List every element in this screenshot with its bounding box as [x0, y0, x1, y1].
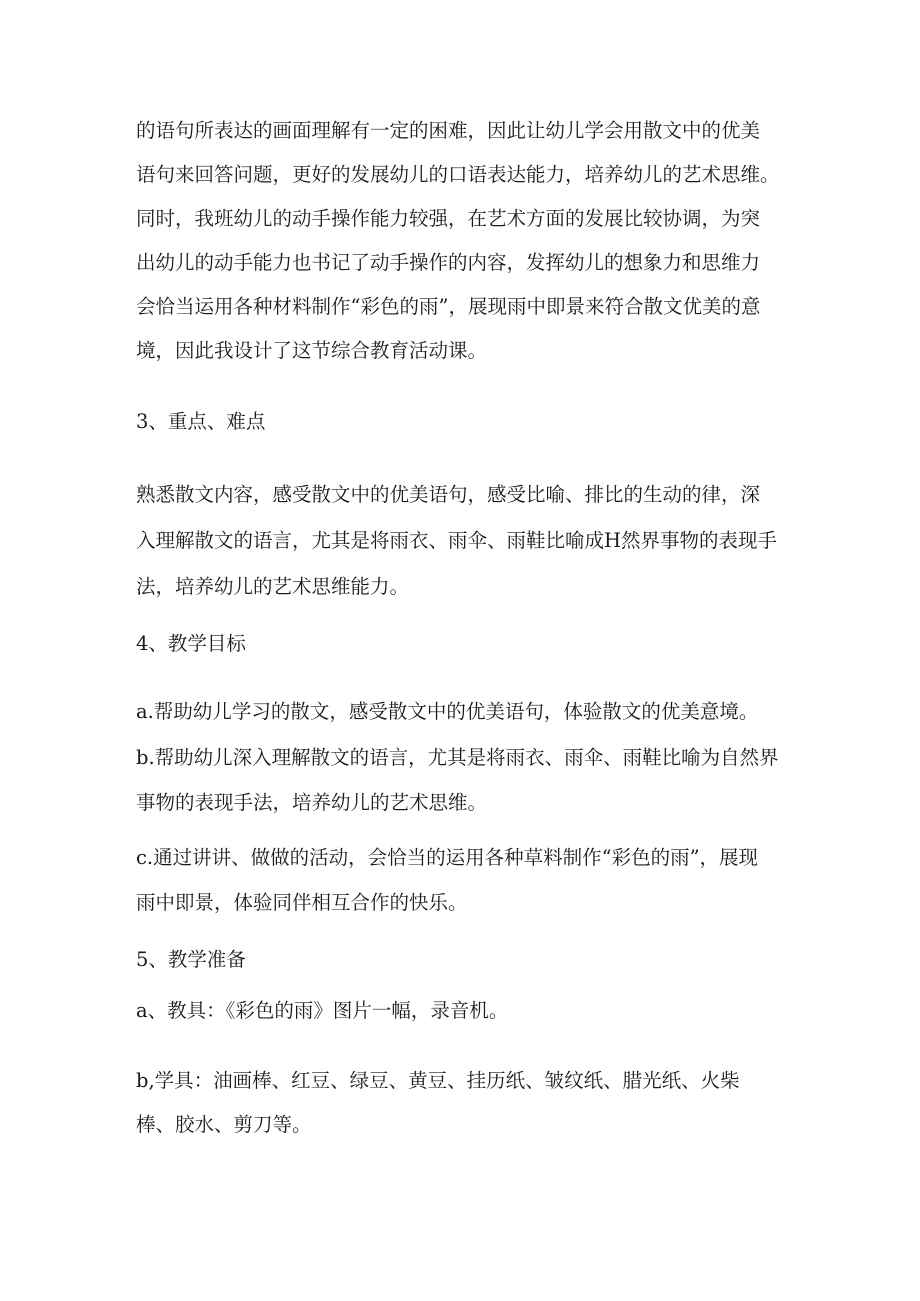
preparation-item: a、教具：《彩色的雨》图片一幅，录音机。: [136, 999, 509, 1022]
paragraph-line: 同时，我班幼儿的动手操作能力较强，在艺术方面的发展比较协调，为突: [136, 207, 761, 230]
paragraph-line: 会恰当运用各种材料制作“彩色的雨”，展现雨中即景来符合散文优美的意: [136, 295, 761, 318]
section-heading: 4、教学目标: [136, 632, 246, 655]
goal-item-continued: 事物的表现手法，培养幼儿的艺术思维。: [136, 791, 488, 814]
goal-item: b.帮助幼儿深入理解散文的语言，尤其是将雨衣、雨伞、雨鞋比喻为自然界: [136, 746, 779, 769]
paragraph-line: 出幼儿的动手能力也书记了动手操作的内容，发挥幼儿的想象力和思维力: [136, 251, 761, 274]
goal-item-continued: 雨中即景，体验同伴相互合作的快乐。: [136, 891, 468, 914]
goal-item: c.通过讲讲、做做的活动，会恰当的运用各种草料制作“彩色的雨”，展现: [136, 846, 759, 869]
section-heading: 3、重点、难点: [136, 410, 266, 433]
paragraph-line: 法，培养幼儿的艺术思维能力。: [136, 575, 410, 598]
section-heading: 5、教学准备: [136, 948, 246, 971]
paragraph-line: 境，因此我设计了这节综合教育活动课。: [136, 339, 488, 362]
paragraph-line: 入理解散文的语言，尤其是将雨衣、雨伞、雨鞋比喻成H然界事物的表现手: [136, 529, 778, 552]
paragraph-line: 的语句所表达的画面理解有一定的困难，因此让幼儿学会用散文中的优美: [136, 119, 761, 142]
preparation-item: b,学具：油画棒、红豆、绿豆、黄豆、挂历纸、皱纹纸、腊光纸、火柴: [136, 1069, 740, 1092]
preparation-item-continued: 棒、胶水、剪刀等。: [136, 1113, 312, 1136]
goal-item: a.帮助幼儿学习的散文，感受散文中的优美语句，体验散文的优美意境。: [136, 700, 759, 723]
paragraph-line: 熟悉散文内容，感受散文中的优美语句，感受比喻、排比的生动的律，深: [136, 483, 761, 506]
paragraph-line: 语句来回答问题，更好的发展幼儿的口语表达能力，培养幼儿的艺术思维。: [136, 163, 780, 186]
